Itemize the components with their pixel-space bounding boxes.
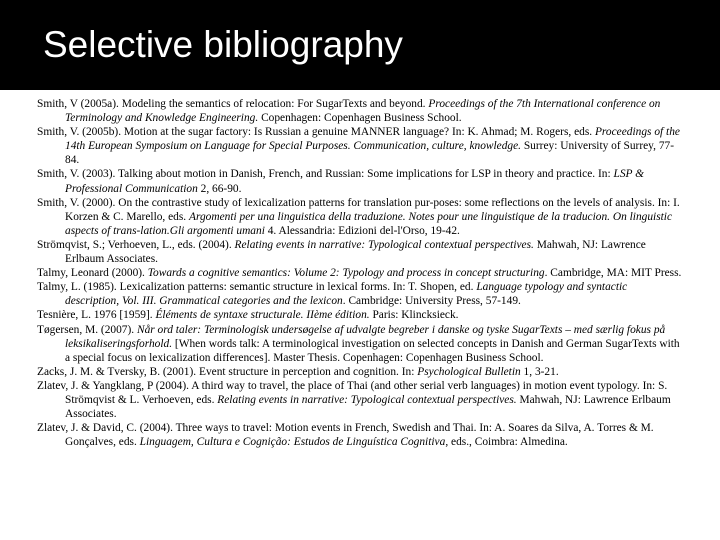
- bibliography-list: [37, 97, 683, 449]
- title-bar: [0, 0, 720, 90]
- bibliography-entry: Zlatev, J. & David, C. (2004). Three ways to travel: Motion events in French, Swedish and Thai. In: A. Soares da Silva, A. Torres & M. Gonçalves, eds. Linguagem, Cultura e Cognição: Estudos de Linguística Cognitiva, eds., Coimbra: Almedina.: [37, 422, 654, 449]
- bibliography-entry: Talmy, Leonard (2000). Towards a cognitive semantics: Volume 2: Typology and process in concept structuring. Cambridge, MA: MIT Press.: [37, 267, 682, 280]
- bibliography-entry: Strömqvist, S.; Verhoeven, L., eds. (2004). Relating events in narrative: Typological contextual perspectives. Mahwah, NJ: Lawrence Erlbaum Associates.: [37, 238, 646, 266]
- bibliography-entry: Smith, V. (2005b). Motion at the sugar factory: Is Russian a genuine MANNER language? In: K. Ahmad; M. Rogers, eds. Proceedings of the 14th European Symposium on Language for Special Purposes. Communication, culture, knowledge. Surrey: University of Surrey, 77-84.: [37, 126, 680, 167]
- slide-title: Selective bibliography: [43, 24, 403, 65]
- bibliography-entry: Talmy, L. (1985). Lexicalization patterns: semantic structure in lexical forms. In: T. Shopen, ed. Language typology and syntactic description, Vol. III. Grammatical categories and the lexicon. Cambridge: University Press, 57-149.: [37, 281, 628, 308]
- bibliography-entry: Tøgersen, M. (2007). Når ord taler: Terminologisk undersøgelse af udvalgte begreber i danske og tyske SugarTexts – med særlig fokus på leksikaliseringsforhold. [When words talk: A terminological investigation on selected concepts in Danish and German SugarTexts with a special focus on lexicalization differences]. Master Thesis. Copenhagen: Copenhagen Business School.: [37, 323, 680, 364]
- bibliography-entry: Smith, V (2005a). Modeling the semantics of relocation: For SugarTexts and beyond. Proceedings of the 7th International conference on Terminology and Knowledge Engineering. Copenhagen: Copenhagen Business School.: [37, 98, 661, 125]
- bibliography-entry: Zacks, J. M. & Tversky, B. (2001). Event structure in perception and cognition. In: Psychological Bulletin 1, 3-21.: [37, 365, 559, 378]
- bibliography-entry: Smith, V. (2000). On the contrastive study of lexicalization patterns for translation pur-poses: some reflections on the levels of analysis. In: I. Korzen & C. Marello, eds. Argomenti per una linguistica della traduzione. Notes pour une linguistique de la traducion. On linguistic aspects of trans-lation.Gli argomenti umani 4. Alessandria: Edizioni del-l'Orso, 19-42.: [37, 196, 680, 237]
- bibliography-entry: Tesnière, L. 1976 [1959]. Éléments de syntaxe structurale. IIème édition. Paris: Klincksieck.: [37, 309, 459, 322]
- bibliography-entry: Zlatev, J. & Yangklang, P (2004). A third way to travel, the place of Thai (and other serial verb languages) in motion event typology. In: S. Strömqvist & L. Verhoeven, eds. Relating events in narrative: Typological contextual perspectives. Mahwah, NJ: Lawrence Erlbaum Associates.: [37, 379, 671, 421]
- bibliography-entry: Smith, V. (2003). Talking about motion in Danish, French, and Russian: Some implications for LSP in theory and practice. In: LSP & Professional Communication 2, 66-90.: [37, 168, 644, 195]
